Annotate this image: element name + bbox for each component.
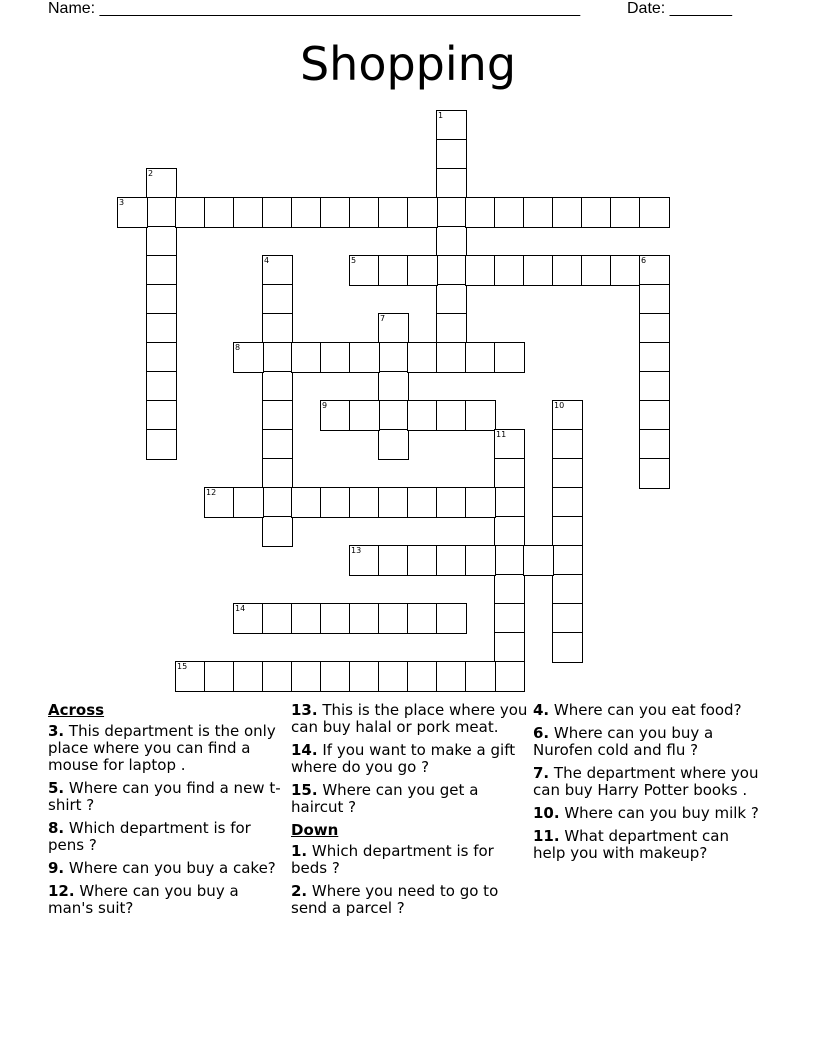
crossword-cell[interactable]: [262, 516, 293, 547]
crossword-cell[interactable]: [494, 342, 525, 373]
crossword-cell[interactable]: [581, 197, 612, 228]
cell-number: 5: [351, 256, 357, 265]
crossword-cell[interactable]: [494, 545, 525, 576]
clue-across-3: 3. This department is the only place where you can find a mouse for laptop .: [48, 722, 276, 774]
crossword-cell[interactable]: [262, 429, 293, 460]
crossword-cell[interactable]: [494, 603, 525, 634]
clue-down-2: 2. Where you need to go to send a parcel ?: [291, 882, 499, 917]
crossword-cell[interactable]: [146, 284, 177, 315]
clue-down-11: 11. What department can help you with makeup?: [533, 827, 729, 862]
crossword-cell[interactable]: [436, 603, 467, 634]
clue-down-1: 1. Which department is for beds ?: [291, 842, 494, 877]
crossword-cell[interactable]: [204, 197, 235, 228]
crossword-cell[interactable]: [436, 487, 467, 518]
crossword-cell[interactable]: [552, 429, 583, 460]
crossword-cell[interactable]: [407, 487, 438, 518]
crossword-cell[interactable]: [436, 661, 467, 692]
crossword-cell[interactable]: [320, 603, 351, 634]
crossword-cell[interactable]: [639, 342, 670, 373]
crossword-cell[interactable]: [552, 545, 583, 576]
cell-number: 10: [554, 401, 565, 410]
crossword-cell[interactable]: [349, 603, 380, 634]
crossword-cell[interactable]: [262, 371, 293, 402]
crossword-cell[interactable]: [465, 545, 496, 576]
crossword-cell[interactable]: [552, 574, 583, 605]
cell-number: 13: [351, 546, 362, 555]
clue-across-15: 15. Where can you get a haircut ?: [291, 781, 479, 816]
crossword-cell[interactable]: [465, 661, 496, 692]
crossword-cell[interactable]: [291, 661, 322, 692]
crossword-cell[interactable]: [639, 458, 670, 489]
page-title: Shopping: [299, 37, 517, 91]
crossword-cell[interactable]: [204, 661, 235, 692]
crossword-cell[interactable]: [552, 458, 583, 489]
crossword-cell[interactable]: [146, 342, 177, 373]
crossword-cell[interactable]: [146, 226, 177, 257]
clue-down-10: 10. Where can you buy milk ?: [533, 804, 759, 822]
crossword-cell[interactable]: [465, 197, 496, 228]
crossword-cell[interactable]: [494, 197, 525, 228]
crossword-cell[interactable]: [378, 603, 409, 634]
crossword-cell[interactable]: [523, 197, 554, 228]
crossword-cell[interactable]: [552, 400, 583, 431]
across-heading: Across: [48, 701, 105, 719]
cell-number: 15: [177, 662, 188, 671]
crossword-cell[interactable]: [291, 197, 322, 228]
cell-number: 1: [438, 111, 444, 120]
crossword-cell[interactable]: [291, 603, 322, 634]
crossword-cell[interactable]: [639, 429, 670, 460]
crossword-cell[interactable]: [349, 255, 380, 286]
crossword-cell[interactable]: [146, 255, 177, 286]
crossword-cell[interactable]: [378, 342, 409, 373]
crossword-cell[interactable]: [639, 197, 670, 228]
crossword-cell[interactable]: [436, 168, 467, 199]
crossword-cell[interactable]: [349, 487, 380, 518]
clue-column-1: [48, 702, 288, 923]
crossword-cell[interactable]: [378, 400, 409, 431]
crossword-cell[interactable]: [146, 429, 177, 460]
clue-across-8: 8. Which department is for pens ?: [48, 819, 251, 854]
cell-number: 9: [322, 401, 328, 410]
crossword-cell[interactable]: [407, 603, 438, 634]
cell-number: 11: [496, 430, 507, 439]
cell-number: 8: [235, 343, 241, 352]
crossword-cell[interactable]: [552, 603, 583, 634]
crossword-cell[interactable]: [378, 487, 409, 518]
crossword-cell[interactable]: [639, 255, 670, 286]
crossword-cell[interactable]: [146, 400, 177, 431]
crossword-cell[interactable]: [523, 545, 554, 576]
crossword-cell[interactable]: [639, 313, 670, 344]
crossword-cell[interactable]: [465, 487, 496, 518]
crossword-cell[interactable]: [146, 371, 177, 402]
crossword-cell[interactable]: [349, 545, 380, 576]
crossword-cell[interactable]: [175, 661, 206, 692]
crossword-cell[interactable]: [262, 487, 293, 518]
crossword-cell[interactable]: [378, 197, 409, 228]
crossword-cell[interactable]: [552, 487, 583, 518]
crossword-cell[interactable]: [262, 197, 293, 228]
clue-column-2: [291, 702, 531, 923]
crossword-cell[interactable]: [407, 400, 438, 431]
crossword-cell[interactable]: [378, 255, 409, 286]
crossword-cell[interactable]: [117, 197, 148, 228]
crossword-cell[interactable]: [262, 255, 293, 286]
crossword-cell[interactable]: [494, 632, 525, 663]
crossword-cell[interactable]: [494, 429, 525, 460]
crossword-cell[interactable]: [146, 197, 177, 228]
crossword-cell[interactable]: [378, 429, 409, 460]
crossword-cell[interactable]: [436, 342, 467, 373]
crossword-cell[interactable]: [262, 400, 293, 431]
crossword-cell[interactable]: [262, 284, 293, 315]
crossword-cell[interactable]: [233, 487, 264, 518]
crossword-cell[interactable]: [494, 458, 525, 489]
crossword-cell[interactable]: [407, 255, 438, 286]
name-field-line[interactable]: Name: ______________________________________________________: [48, 0, 581, 17]
cell-number: 2: [148, 169, 154, 178]
crossword-cell[interactable]: [552, 197, 583, 228]
crossword-cell[interactable]: [320, 342, 351, 373]
crossword-cell[interactable]: [378, 661, 409, 692]
crossword-cell[interactable]: [291, 342, 322, 373]
crossword-cell[interactable]: [523, 255, 554, 286]
cell-number: 14: [235, 604, 246, 613]
crossword-cell[interactable]: [436, 545, 467, 576]
crossword-cell[interactable]: [262, 603, 293, 634]
crossword-cell[interactable]: [233, 197, 264, 228]
crossword-cell[interactable]: [465, 255, 496, 286]
crossword-cell[interactable]: [436, 313, 467, 344]
crossword-cell[interactable]: [378, 371, 409, 402]
crossword-cell[interactable]: [465, 342, 496, 373]
crossword-cell[interactable]: [349, 197, 380, 228]
crossword-cell[interactable]: [378, 545, 409, 576]
crossword-cell[interactable]: [581, 255, 612, 286]
crossword-cell[interactable]: [436, 400, 467, 431]
crossword-cell[interactable]: [349, 661, 380, 692]
crossword-cell[interactable]: [436, 197, 467, 228]
crossword-cell[interactable]: [146, 313, 177, 344]
crossword-cell[interactable]: [407, 545, 438, 576]
crossword-cell[interactable]: [465, 400, 496, 431]
crossword-cell[interactable]: [407, 342, 438, 373]
crossword-cell[interactable]: [494, 255, 525, 286]
crossword-cell[interactable]: [320, 400, 351, 431]
crossword-cell[interactable]: [233, 661, 264, 692]
cell-number: 4: [264, 256, 270, 265]
clue-across-12: 12. Where can you buy a man's suit?: [48, 882, 239, 917]
clue-column-3: [533, 702, 763, 868]
crossword-cell[interactable]: [436, 284, 467, 315]
crossword-cell[interactable]: [639, 371, 670, 402]
clue-across-14: 14. If you want to make a gift where do you go ?: [291, 741, 516, 776]
crossword-cell[interactable]: [494, 574, 525, 605]
crossword-cell[interactable]: [146, 168, 177, 199]
crossword-cell[interactable]: [262, 661, 293, 692]
crossword-cell[interactable]: [349, 342, 380, 373]
crossword-cell[interactable]: [407, 661, 438, 692]
crossword-cell[interactable]: [610, 255, 641, 286]
crossword-cell[interactable]: [349, 400, 380, 431]
crossword-cell[interactable]: [262, 342, 293, 373]
clue-across-5: 5. Where can you find a new t-shirt ?: [48, 779, 281, 814]
crossword-cell[interactable]: [262, 458, 293, 489]
crossword-cell[interactable]: [378, 313, 409, 344]
crossword-cell[interactable]: [494, 487, 525, 518]
crossword-cell[interactable]: [407, 197, 438, 228]
crossword-cell[interactable]: [233, 603, 264, 634]
crossword-cell[interactable]: [639, 400, 670, 431]
crossword-cell[interactable]: [552, 516, 583, 547]
crossword-cell[interactable]: [639, 284, 670, 315]
crossword-cell[interactable]: [233, 342, 264, 373]
crossword-cell[interactable]: [494, 661, 525, 692]
crossword-cell[interactable]: [436, 255, 467, 286]
clue-down-6: 6. Where can you buy a Nurofen cold and flu ?: [533, 724, 714, 759]
crossword-cell[interactable]: [262, 313, 293, 344]
clue-down-4: 4. Where can you eat food?: [533, 701, 742, 719]
crossword-cell[interactable]: [552, 632, 583, 663]
down-heading: Down: [291, 821, 339, 839]
crossword-cell[interactable]: [552, 255, 583, 286]
crossword-cell[interactable]: [610, 197, 641, 228]
crossword-cell[interactable]: [436, 139, 467, 170]
date-field-line[interactable]: Date: _______: [627, 0, 732, 17]
crossword-cell[interactable]: [320, 661, 351, 692]
crossword-cell[interactable]: [436, 226, 467, 257]
cell-number: 3: [119, 198, 125, 207]
crossword-cell[interactable]: [320, 487, 351, 518]
crossword-cell[interactable]: [436, 110, 467, 141]
crossword-cell[interactable]: [175, 197, 206, 228]
cell-number: 7: [380, 314, 386, 323]
clue-down-7: 7. The department where you can buy Harry Potter books .: [533, 764, 759, 799]
clue-across-13: 13. This is the place where you can buy halal or pork meat.: [291, 701, 528, 736]
cell-number: 6: [641, 256, 647, 265]
crossword-cell[interactable]: [291, 487, 322, 518]
crossword-cell[interactable]: [320, 197, 351, 228]
crossword-cell[interactable]: [204, 487, 235, 518]
crossword-cell[interactable]: [494, 516, 525, 547]
clue-across-9: 9. Where can you buy a cake?: [48, 859, 276, 877]
cell-number: 12: [206, 488, 217, 497]
